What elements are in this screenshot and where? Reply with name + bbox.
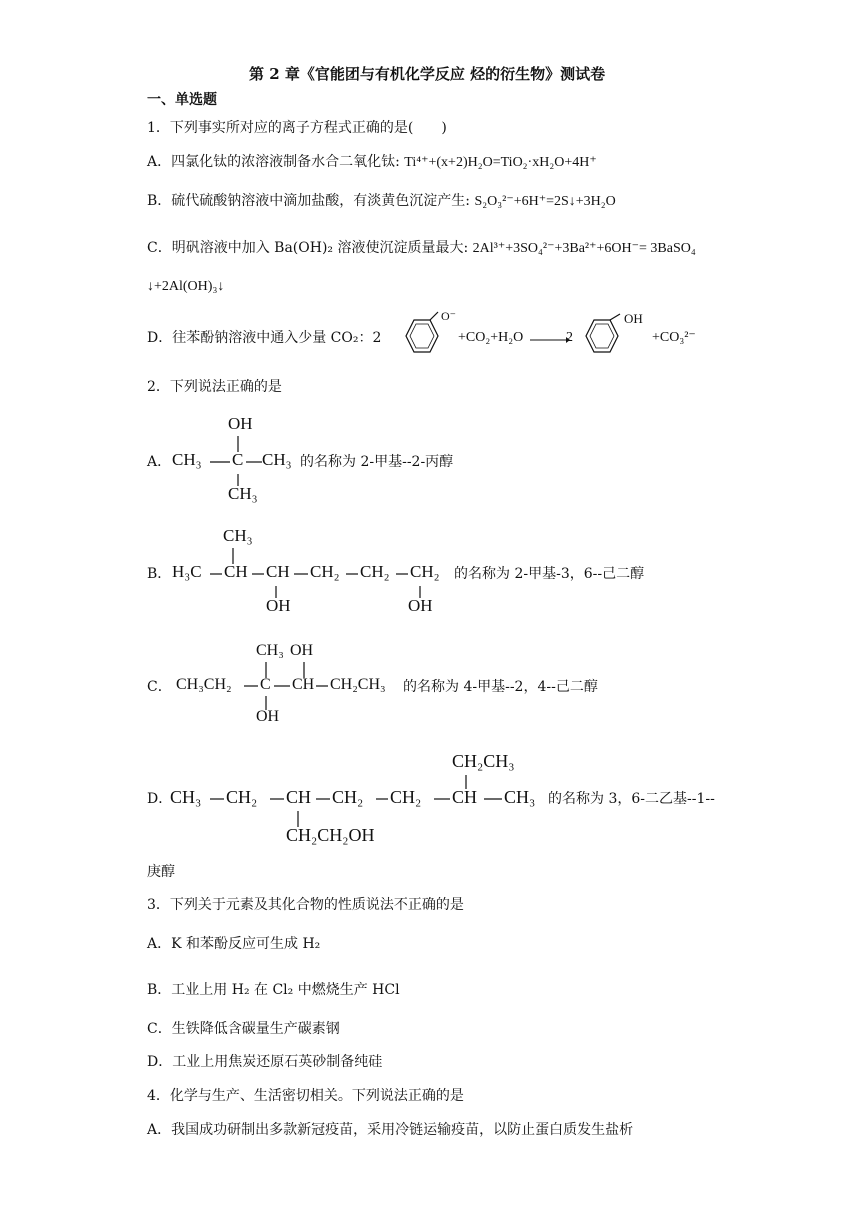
q2-d-name: 的名称为 3，6-二乙基--1--: [548, 791, 715, 807]
q2-b-bonds: [170, 522, 460, 622]
q4-option-a: A．我国成功研制出多款新冠疫苗，采用冷链运输疫苗，以防止蛋白质发生盐析: [147, 1122, 634, 1138]
reaction-arrow-icon: [530, 336, 570, 344]
q1-d-coefficient: 2: [566, 330, 573, 345]
q2-a-oh: OH: [228, 414, 253, 433]
section-heading: 一、单选题: [147, 92, 217, 108]
q2-d-main-4: CH₂: [390, 787, 422, 807]
q1-stem: 1．下列事实所对应的离子方程式正确的是( ): [147, 120, 447, 136]
q2-b-top: CH₃: [223, 526, 253, 545]
q2-d-main-3: CH₂: [332, 787, 364, 807]
q2-b-oh2: OH: [408, 596, 433, 615]
q2-d-main-2: CH: [286, 787, 312, 807]
q3-option-c: C．生铁降低含碳量生产碳素钢: [147, 1021, 340, 1037]
q2-b-main-4: CH₂: [360, 562, 390, 581]
q2-c-main-0: CH₃CH₂: [176, 676, 232, 693]
q2-a-center: C: [232, 450, 244, 469]
q2-a-name: 的名称为 2-甲基--2-丙醇: [300, 454, 454, 470]
q1-b-label: B．硫代硫酸钠溶液中滴加盐酸，有淡黄色沉淀产生:: [147, 193, 475, 209]
q2-c-bonds: [170, 638, 410, 738]
q2-c-top1: CH₃: [256, 642, 284, 659]
q2-d-main-1: CH₂: [226, 787, 258, 807]
q2-b-oh1: OH: [266, 596, 291, 615]
q2-b-main-5: CH₂: [410, 562, 440, 581]
q2-a-label: A．: [147, 454, 172, 470]
q2-d-bottom: CH₂CH₂OH: [286, 825, 375, 845]
q1-c-continuation: ↓+2Al(OH)₃↓: [147, 279, 225, 294]
q2-d-main-5: CH: [452, 787, 478, 807]
q1-option-b: [147, 191, 616, 212]
q3-stem: 3．下列关于元素及其化合物的性质说法不正确的是: [147, 897, 464, 913]
q2-c-main-2: CH: [292, 676, 315, 693]
q1-c-label: C．明矾溶液中加入 Ba(OH)₂ 溶液使沉淀质量最大:: [147, 240, 473, 256]
q2-a-left: CH₃: [172, 450, 202, 469]
q2-d-bonds: [168, 745, 548, 855]
q2-d-main-0: CH₃: [170, 787, 202, 807]
q2-b-main-0: H₃C: [172, 562, 202, 581]
q2-c-label: C．: [147, 679, 172, 695]
q2-d-continuation: 庚醇: [147, 864, 175, 880]
q2-b-main-3: CH₂: [310, 562, 340, 581]
q2-c-top2: OH: [290, 642, 314, 659]
q2-b-main-2: CH: [266, 562, 290, 581]
q2-c-bottom: OH: [256, 708, 280, 725]
q2-d-top: CH₂CH₃: [452, 751, 515, 771]
q2-a-bottom: CH₃: [228, 484, 258, 503]
q1-option-a: [147, 152, 597, 173]
q3-option-a: A．K 和苯酚反应可生成 H₂: [147, 936, 321, 952]
page-title: 第 2 章《官能团与有机化学反应 烃的衍生物》测试卷: [249, 65, 606, 83]
q2-c-main-3: CH₂CH₃: [330, 676, 386, 693]
q1-a-equation: Ti⁴⁺+(x+2)H₂O=TiO₂·xH₂O+4H⁺: [404, 155, 597, 170]
q2-d-label: D．: [147, 791, 173, 807]
q1-d-end: +CO₃²⁻: [652, 330, 696, 345]
q2-b-main-1: CH: [224, 562, 248, 581]
phenoxide-group: O⁻: [441, 309, 456, 323]
q2-c-main-1: C: [260, 676, 271, 693]
phenol-group: OH: [624, 311, 643, 326]
q3-option-b: B．工业上用 H₂ 在 Cl₂ 中燃烧生产 HCl: [147, 982, 400, 998]
q2-stem: 2．下列说法正确的是: [147, 379, 282, 395]
q1-b-equation: S₂O₃²⁻+6H⁺=2S↓+3H₂O: [474, 194, 616, 209]
q1-d-label: D．往苯酚钠溶液中通入少量 CO₂：2: [147, 330, 382, 346]
q2-a-right: CH₃: [262, 450, 292, 469]
q1-option-c: [147, 238, 696, 259]
q1-d-middle: +CO₂+H₂O: [458, 330, 524, 345]
q2-c-name: 的名称为 4-甲基--2，4--己二醇: [403, 679, 598, 695]
q1-a-label: A．四氯化钛的浓溶液制备水合二氧化钛:: [147, 154, 405, 170]
q2-b-label: B．: [147, 566, 172, 582]
q4-stem: 4．化学与生产、生活密切相关。下列说法正确的是: [147, 1088, 464, 1104]
q1-c-equation: 2Al³⁺+3SO₄²⁻+3Ba²⁺+6OH⁻= 3BaSO₄: [472, 241, 696, 256]
q3-option-d: D．工业上用焦炭还原石英砂制备纯硅: [147, 1054, 383, 1070]
q2-b-name: 的名称为 2-甲基-3，6--己二醇: [454, 566, 645, 582]
q2-d-main-6: CH₃: [504, 787, 536, 807]
q2-a-bonds: [170, 410, 310, 510]
